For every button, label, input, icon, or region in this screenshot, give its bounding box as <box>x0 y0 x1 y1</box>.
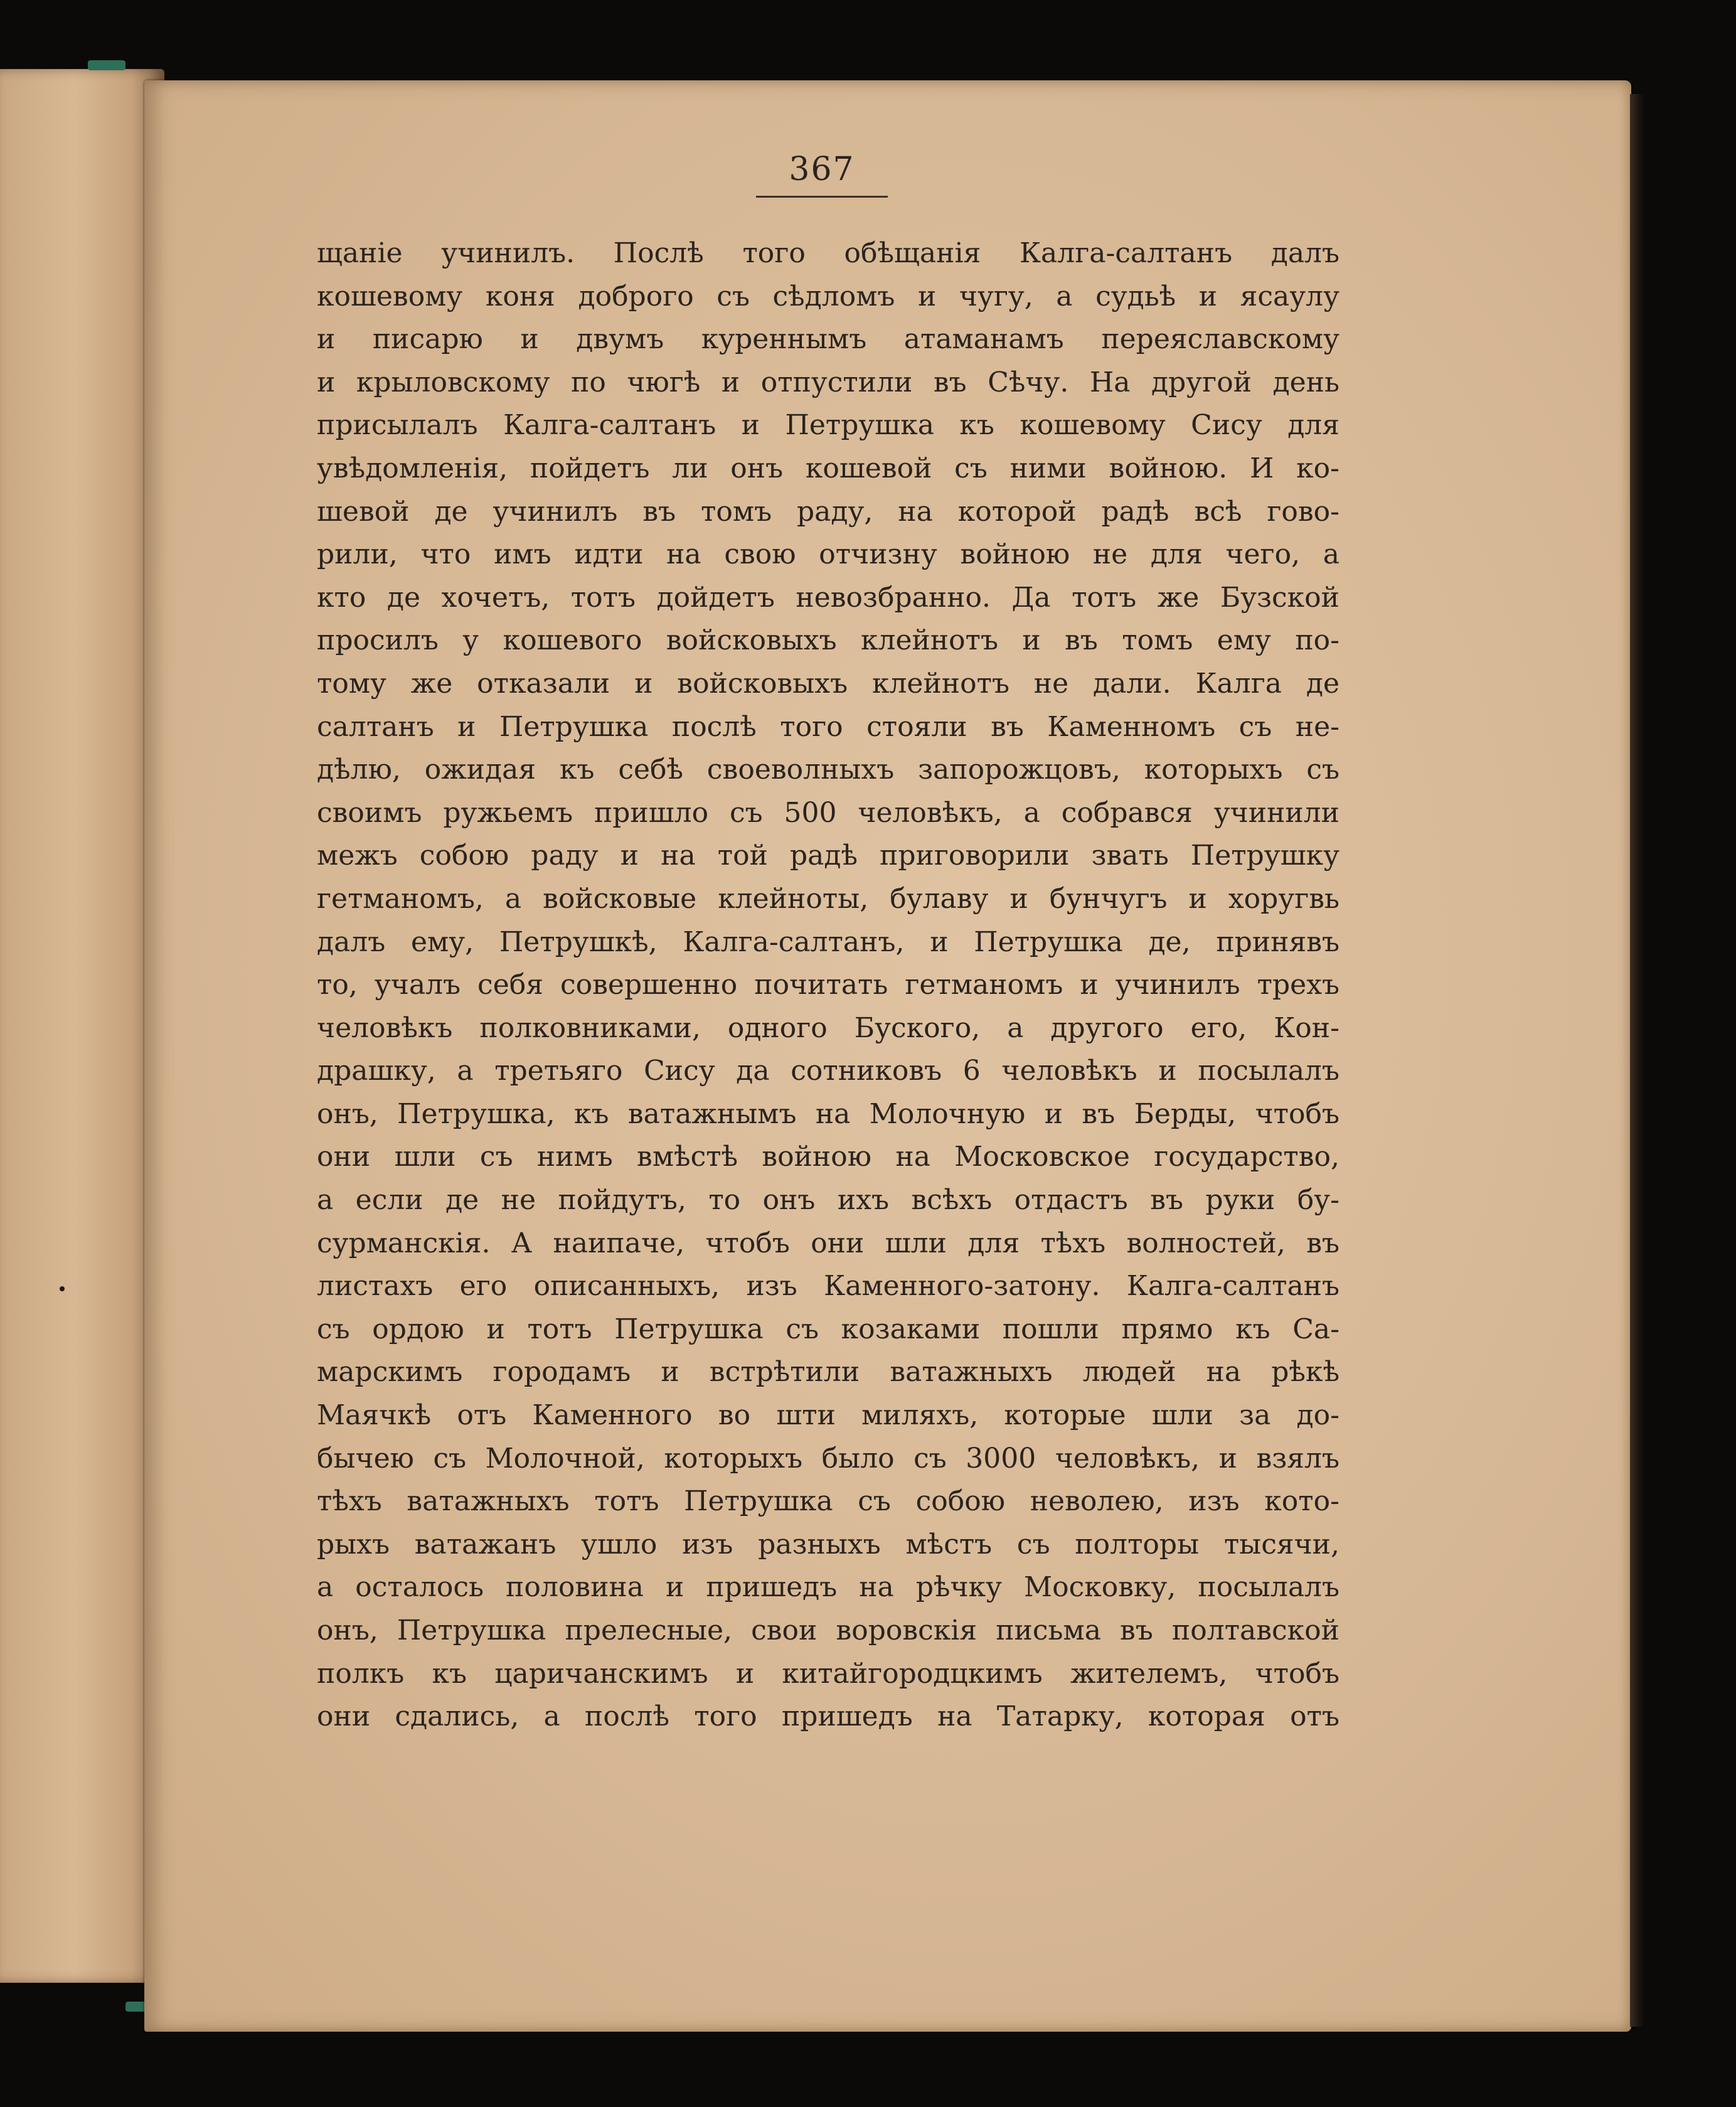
previous-page-edge <box>0 69 164 1983</box>
text-line: бычею съ Молочной, которыхъ было съ 3000 человѣкъ, и взялъ <box>317 1442 1339 1475</box>
text-line: а если де не пойдутъ, то онъ ихъ всѣхъ отдастъ въ руки бу- <box>317 1184 1339 1217</box>
text-line: сурманскія. А наипаче, чтобъ они шли для тѣхъ волностей, въ <box>317 1227 1339 1259</box>
text-line: полкъ къ царичанскимъ и китайгородцкимъ жителемъ, чтобъ <box>317 1657 1339 1690</box>
text-line: они шли съ нимъ вмѣстѣ войною на Московское государство, <box>317 1141 1339 1173</box>
text-line: далъ ему, Петрушкѣ, Калга-салтанъ, и Петрушка де, принявъ <box>317 925 1339 958</box>
text-line: кто де хочетъ, тотъ дойдетъ невозбранно. Да тотъ же Бузской <box>317 581 1339 614</box>
dust-speck <box>60 1286 65 1291</box>
text-line: то, учалъ себя совершенно почитать гетманомъ и учинилъ трехъ <box>317 969 1339 1001</box>
text-line: онъ, Петрушка, къ ватажнымъ на Молочную и въ Берды, чтобъ <box>317 1097 1339 1130</box>
body-text <box>317 232 1339 1739</box>
text-line: листахъ его описанныхъ, изъ Каменного-затону. Калга-салтанъ <box>317 1270 1339 1303</box>
text-line: щаніе учинилъ. Послѣ того обѣщанія Калга-салтанъ далъ <box>317 237 1339 269</box>
text-line: марскимъ городамъ и встрѣтили ватажныхъ людей на рѣкѣ <box>317 1356 1339 1389</box>
text-line: рыхъ ватажанъ ушло изъ разныхъ мѣстъ съ полторы тысячи, <box>317 1528 1339 1560</box>
text-line: увѣдомленія, пойдетъ ли онъ кошевой съ ними войною. И ко- <box>317 452 1339 484</box>
text-line: присылалъ Калга-салтанъ и Петрушка къ кошевому Сису для <box>317 409 1339 442</box>
text-line: и крыловскому по чюгѣ и отпустили въ Сѣчу. На другой день <box>317 366 1339 398</box>
binding-thread-top <box>88 60 125 70</box>
text-line: своимъ ружьемъ пришло съ 500 человѣкъ, а собрався учинили <box>317 796 1339 829</box>
text-line: и писарю и двумъ куреннымъ атаманамъ переяславскому <box>317 323 1339 356</box>
text-line: шевой де учинилъ въ томъ раду, на которой радѣ всѣ гово- <box>317 495 1339 528</box>
text-line: тому же отказали и войсковыхъ клейнотъ не дали. Калга де <box>317 667 1339 700</box>
text-line: а осталось половина и пришедъ на рѣчку Московку, посылалъ <box>317 1571 1339 1604</box>
text-line: тѣхъ ватажныхъ тотъ Петрушка съ собою неволею, изъ кото- <box>317 1485 1339 1518</box>
page-number-rule <box>756 196 888 198</box>
text-line: они сдались, а послѣ того пришедъ на Татарку, которая отъ <box>317 1700 1339 1733</box>
page-stack-edge <box>1630 94 1644 2027</box>
text-line: гетманомъ, а войсковые клейноты, булаву и бунчугъ и хоругвь <box>317 882 1339 915</box>
text-line: драшку, а третьяго Сису да сотниковъ 6 человѣкъ и посылалъ <box>317 1055 1339 1087</box>
text-line: просилъ у кошевого войсковыхъ клейнотъ и въ томъ ему по- <box>317 624 1339 657</box>
text-line: человѣкъ полковниками, одного Буского, а другого его, Кон- <box>317 1011 1339 1044</box>
page-number: 367 <box>789 151 855 188</box>
text-line: онъ, Петрушка прелесные, свои воровскія письма въ полтавской <box>317 1614 1339 1646</box>
text-line: рили, что имъ идти на свою отчизну войною не для чего, а <box>317 538 1339 571</box>
text-line: салтанъ и Петрушка послѣ того стояли въ Каменномъ съ не- <box>317 710 1339 743</box>
text-line: межъ собою раду и на той радѣ приговорили звать Петрушку <box>317 840 1339 872</box>
text-line: Маячкѣ отъ Каменного во шти миляхъ, которые шли за до- <box>317 1399 1339 1432</box>
text-line: съ ордою и тотъ Петрушка съ козаками пошли прямо къ Са- <box>317 1313 1339 1345</box>
text-line: дѣлю, ожидая къ себѣ своеволныхъ запорожцовъ, которыхъ съ <box>317 754 1339 786</box>
text-line: кошевому коня доброго съ сѣдломъ и чугу, а судьѣ и ясаулу <box>317 280 1339 312</box>
